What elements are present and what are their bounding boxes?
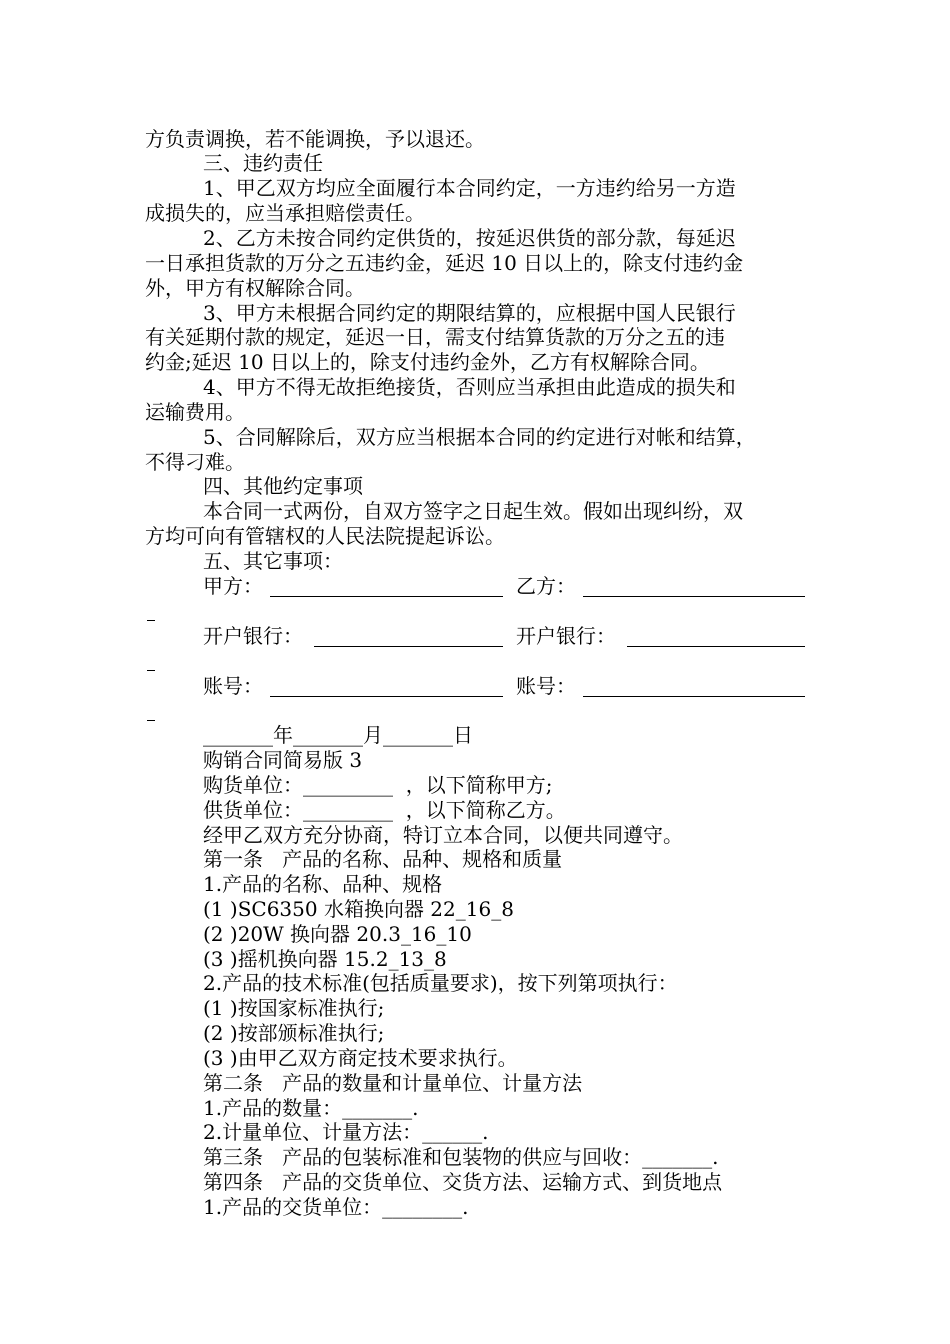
paragraph-line: 不得刁难。 bbox=[145, 450, 245, 474]
paragraph-line: 成损失的，应当承担赔偿责任。 bbox=[145, 201, 425, 225]
paragraph-line: 1、甲乙双方均应全面履行本合同约定，一方违约给另一方造 bbox=[203, 176, 736, 200]
paragraph-line: 1.产品的名称、品种、规格 bbox=[203, 872, 443, 896]
bank-a-line bbox=[314, 646, 503, 647]
contract-title: 购销合同简易版 3 bbox=[203, 748, 363, 772]
list-item: (1 )SC6350 水箱换向器 22_16_8 bbox=[203, 897, 514, 921]
list-item: (1 )按国家标准执行; bbox=[203, 996, 385, 1020]
account-b-line bbox=[583, 696, 805, 697]
account-a-label: 账号： bbox=[203, 674, 263, 698]
party-b-label: 乙方： bbox=[516, 574, 576, 598]
underline-mark bbox=[147, 720, 155, 721]
paragraph-line: 2.计量单位、计量方法：______. bbox=[203, 1120, 489, 1144]
paragraph-line: 约金;延迟 10 日以上的，除支付违约金外，乙方有权解除合同。 bbox=[145, 350, 710, 374]
paragraph-line: 3、甲方未根据合同约定的期限结算的，应根据中国人民银行 bbox=[203, 301, 736, 325]
paragraph-line: 2.产品的技术标准(包括质量要求)，按下列第项执行： bbox=[203, 971, 678, 995]
underline-mark bbox=[147, 620, 155, 621]
paragraph-line: 本合同一式两份，自双方签字之日起生效。假如出现纠纷，双 bbox=[203, 499, 743, 523]
paragraph-line: 5、合同解除后，双方应当根据本合同的约定进行对帐和结算， bbox=[203, 425, 756, 449]
account-b-label: 账号： bbox=[516, 674, 576, 698]
paragraph-line: 方负责调换，若不能调换，予以退还。 bbox=[145, 127, 485, 151]
paragraph-line: 运输费用。 bbox=[145, 400, 245, 424]
article-heading: 第四条 产品的交货单位、交货方法、运输方式、到货地点 bbox=[203, 1170, 723, 1194]
party-a-label: 甲方： bbox=[203, 574, 263, 598]
article-heading: 第三条 产品的包装标准和包装物的供应与回收：_______. bbox=[203, 1145, 719, 1169]
paragraph-line: 经甲乙双方充分协商，特订立本合同，以便共同遵守。 bbox=[203, 823, 683, 847]
list-item: (2 )20W 换向器 20.3_16_10 bbox=[203, 922, 472, 946]
paragraph-line: 方均可向有管辖权的人民法院提起诉讼。 bbox=[145, 524, 505, 548]
list-item: (3 )由甲乙双方商定技术要求执行。 bbox=[203, 1046, 518, 1070]
date-line: _______年_______月_______日 bbox=[203, 723, 473, 747]
account-a-line bbox=[270, 696, 503, 697]
bank-b-line bbox=[627, 646, 805, 647]
section-heading: 五、其它事项： bbox=[203, 549, 343, 573]
paragraph-line: 一日承担货款的万分之五违约金，延迟 10 日以上的，除支付违约金 bbox=[145, 251, 744, 275]
party-b-line bbox=[583, 596, 805, 597]
party-a-line bbox=[270, 596, 503, 597]
bank-b-label: 开户银行： bbox=[516, 624, 616, 648]
section-heading: 三、违约责任 bbox=[203, 151, 323, 175]
buyer-line: 购货单位：_________ ，以下简称甲方; bbox=[203, 773, 553, 797]
list-item: (3 )摇机换向器 15.2_13_8 bbox=[203, 947, 447, 971]
list-item: (2 )按部颁标准执行; bbox=[203, 1021, 385, 1045]
section-heading: 四、其他约定事项 bbox=[203, 474, 363, 498]
supplier-line: 供货单位：_________ ，以下简称乙方。 bbox=[203, 798, 566, 822]
article-heading: 第一条 产品的名称、品种、规格和质量 bbox=[203, 847, 563, 871]
paragraph-line: 1.产品的交货单位：________. bbox=[203, 1195, 469, 1219]
paragraph-line: 4、甲方不得无故拒绝接货，否则应当承担由此造成的损失和 bbox=[203, 375, 736, 399]
article-heading: 第二条 产品的数量和计量单位、计量方法 bbox=[203, 1071, 583, 1095]
paragraph-line: 外，甲方有权解除合同。 bbox=[145, 276, 365, 300]
bank-a-label: 开户银行： bbox=[203, 624, 303, 648]
paragraph-line: 2、乙方未按合同约定供货的，按延迟供货的部分款，每延迟 bbox=[203, 226, 736, 250]
paragraph-line: 有关延期付款的规定，延迟一日，需支付结算货款的万分之五的违 bbox=[145, 325, 725, 349]
underline-mark bbox=[147, 670, 155, 671]
paragraph-line: 1.产品的数量：_______. bbox=[203, 1096, 419, 1120]
